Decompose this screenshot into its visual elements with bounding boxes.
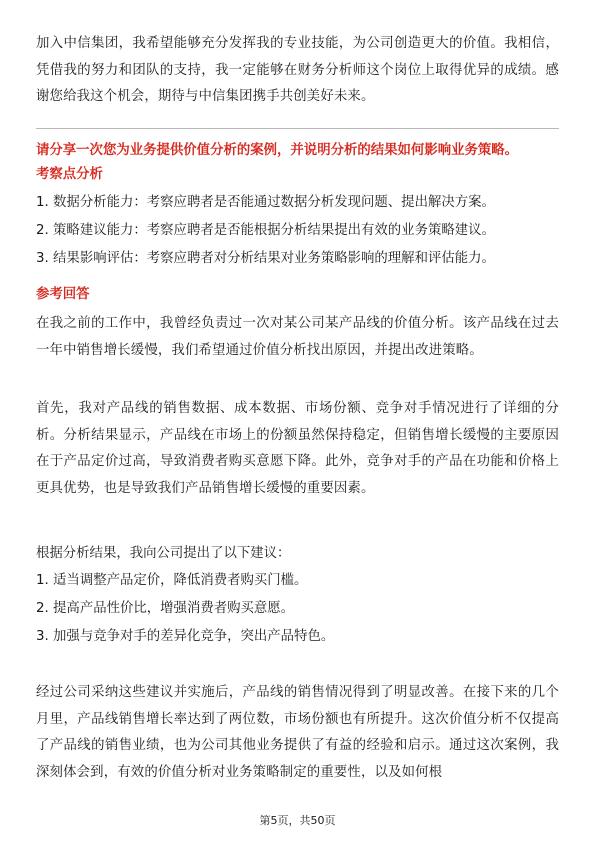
answer-heading: 参考回答 [36,287,90,302]
intro-paragraph: 加入中信集团，我希望能够充分发挥我的专业技能，为公司创造更大的价值。我相信，凭借我的努力和团队的支持，我一定能够在财务分析师这个岗位上取得优异的成绩。感谢您给我这个机会，期待与中信集团携手共创美好未来。 [36,36,559,104]
page-number: 第5页，共50页 [259,814,336,827]
suggestion-item: 3. 加强与竞争对手的差异化竞争，突出产品特色。 [36,629,335,644]
answer-paragraph-analysis: 首先，我对产品线的销售数据、成本数据、市场份额、竞争对手情况进行了详细的分析。分析结果显示，产品线在市场上的份额虽然保持稳定，但销售增长缓慢的主要原因在于产品定价过高，导致消费者购买意愿下降。此外，竞争对手的产品在功能和价格上更具优势，也是导致我们产品销售增长缓慢的重要因素。 [36,401,559,496]
assessment-heading: 考察点分析 [36,167,103,182]
answer-suggestions-intro: 根据分析结果，我向公司提出了以下建议： [36,546,291,561]
suggestion-item: 1. 适当调整产品定价，降低消费者购买门槛。 [36,573,308,588]
assessment-item: 3. 结果影响评估：考察应聘者对分析结果对业务策略影响的理解和评估能力。 [36,251,495,266]
section-divider [36,128,559,129]
assessment-item: 2. 策略建议能力：考察应聘者是否能根据分析结果提出有效的业务策略建议。 [36,223,495,238]
answer-paragraph-outcome: 经过公司采纳这些建议并实施后，产品线的销售情况得到了明显改善。在接下来的几个月里，产品线销售增长率达到了两位数，市场份额也有所提升。这次价值分析不仅提高了产品线的销售业绩，也为公司其他业务提供了有益的经验和启示。通过这次案例，我深刻体会到，有效的价值分析对业务策略制定的重要性，以及如何根 [36,685,559,780]
answer-paragraph-context: 在我之前的工作中，我曾经负责过一次对某公司某产品线的价值分析。该产品线在过去一年中销售增长缓慢，我们希望通过价值分析找出原因，并提出改进策略。 [36,316,559,358]
assessment-item: 1. 数据分析能力：考察应聘者是否能通过数据分析发现问题、提出解决方案。 [36,195,495,210]
interview-question: 请分享一次您为业务提供价值分析的案例，并说明分析的结果如何影响业务策略。 [36,143,519,158]
suggestion-item: 2. 提高产品性价比，增强消费者购买意愿。 [36,601,295,616]
